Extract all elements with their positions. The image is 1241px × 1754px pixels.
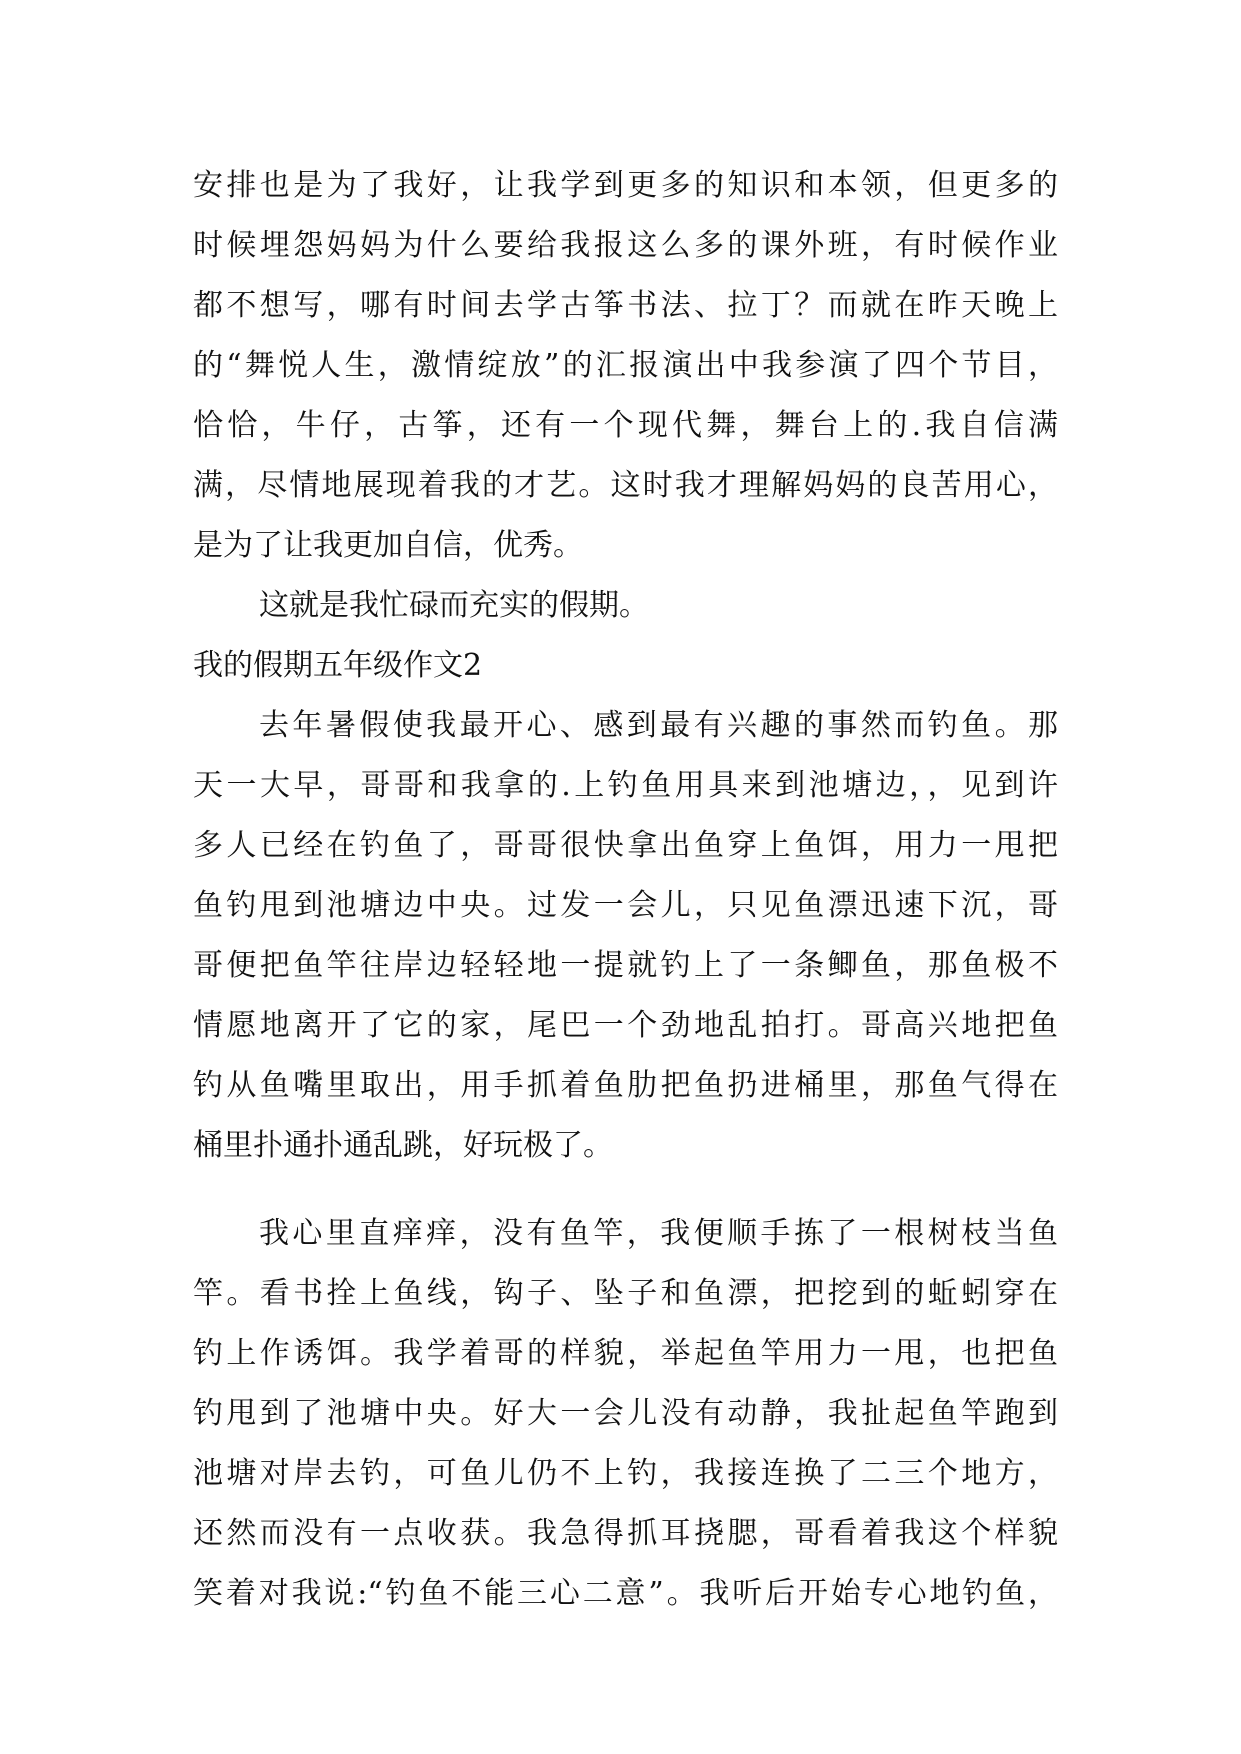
text-line: 情愿地离开了它的家，尾巴一个劲地乱拍打。哥高兴地把鱼: [193, 1008, 1058, 1043]
text-line: 都不想写，哪有时间去学古筝书法、拉丁？而就在昨天晚上: [193, 288, 1058, 323]
text-line: 我心里直痒痒，没有鱼竿，我便顺手拣了一根树枝当鱼: [259, 1216, 1058, 1251]
paragraph-fishing-intro: [193, 696, 1058, 1176]
text-line: 多人已经在钓鱼了，哥哥很快拿出鱼穿上鱼饵，用力一甩把: [193, 828, 1058, 863]
text-line: 钓甩到了池塘中央。好大一会儿没有动静，我扯起鱼竿跑到: [193, 1396, 1058, 1431]
text-line: 这就是我忙碌而充实的假期。: [259, 588, 649, 623]
text-line: 恰恰，牛仔，古筝，还有一个现代舞，舞台上的.我自信满: [193, 408, 1058, 443]
text-line: 还然而没有一点收获。我急得抓耳挠腮，哥看着我这个样貌: [193, 1516, 1058, 1551]
text-line: 笑着对我说:“钓鱼不能三心二意”。我听后开始专心地钓鱼，: [193, 1576, 1058, 1611]
paragraph-fishing-attempt: [193, 1204, 1058, 1624]
text-line: 池塘对岸去钓，可鱼儿仍不上钓，我接连换了二三个地方，: [193, 1456, 1058, 1491]
text-line: 竿。看书拴上鱼线，钩子、坠子和鱼漂，把挖到的蚯蚓穿在: [193, 1276, 1058, 1311]
text-line: 钓上作诱饵。我学着哥的样貌，举起鱼竿用力一甩，也把鱼: [193, 1336, 1058, 1371]
text-line: 是为了让我更加自信，优秀。: [193, 528, 583, 563]
essay-title: 我的假期五年级作文2: [193, 648, 483, 683]
text-line: 天一大早，哥哥和我拿的.上钓鱼用具来到池塘边，，见到许: [193, 768, 1058, 803]
text-line: 鱼钓甩到池塘边中央。过发一会儿，只见鱼漂迅速下沉，哥: [193, 888, 1058, 923]
text-line: 钓从鱼嘴里取出，用手抓着鱼肋把鱼扔进桶里，那鱼气得在: [193, 1068, 1058, 1103]
text-line: 时候埋怨妈妈为什么要给我报这么多的课外班，有时候作业: [193, 228, 1058, 263]
text-line: 满，尽情地展现着我的才艺。这时我才理解妈妈的良苦用心，: [193, 468, 1058, 503]
text-line: 桶里扑通扑通乱跳，好玩极了。: [193, 1128, 613, 1163]
paragraph-closing: [193, 576, 1058, 636]
paragraph-continued: [193, 156, 1058, 576]
text-line: 安排也是为了我好，让我学到更多的知识和本领，但更多的: [193, 168, 1058, 203]
text-line: 去年暑假使我最开心、感到最有兴趣的事然而钓鱼。那: [259, 708, 1058, 743]
text-line: 哥便把鱼竿往岸边轻轻地一提就钓上了一条鲫鱼，那鱼极不: [193, 948, 1058, 983]
text-line: 的“舞悦人生，激情绽放”的汇报演出中我参演了四个节目，: [193, 348, 1058, 383]
document-page: [193, 156, 1058, 1624]
